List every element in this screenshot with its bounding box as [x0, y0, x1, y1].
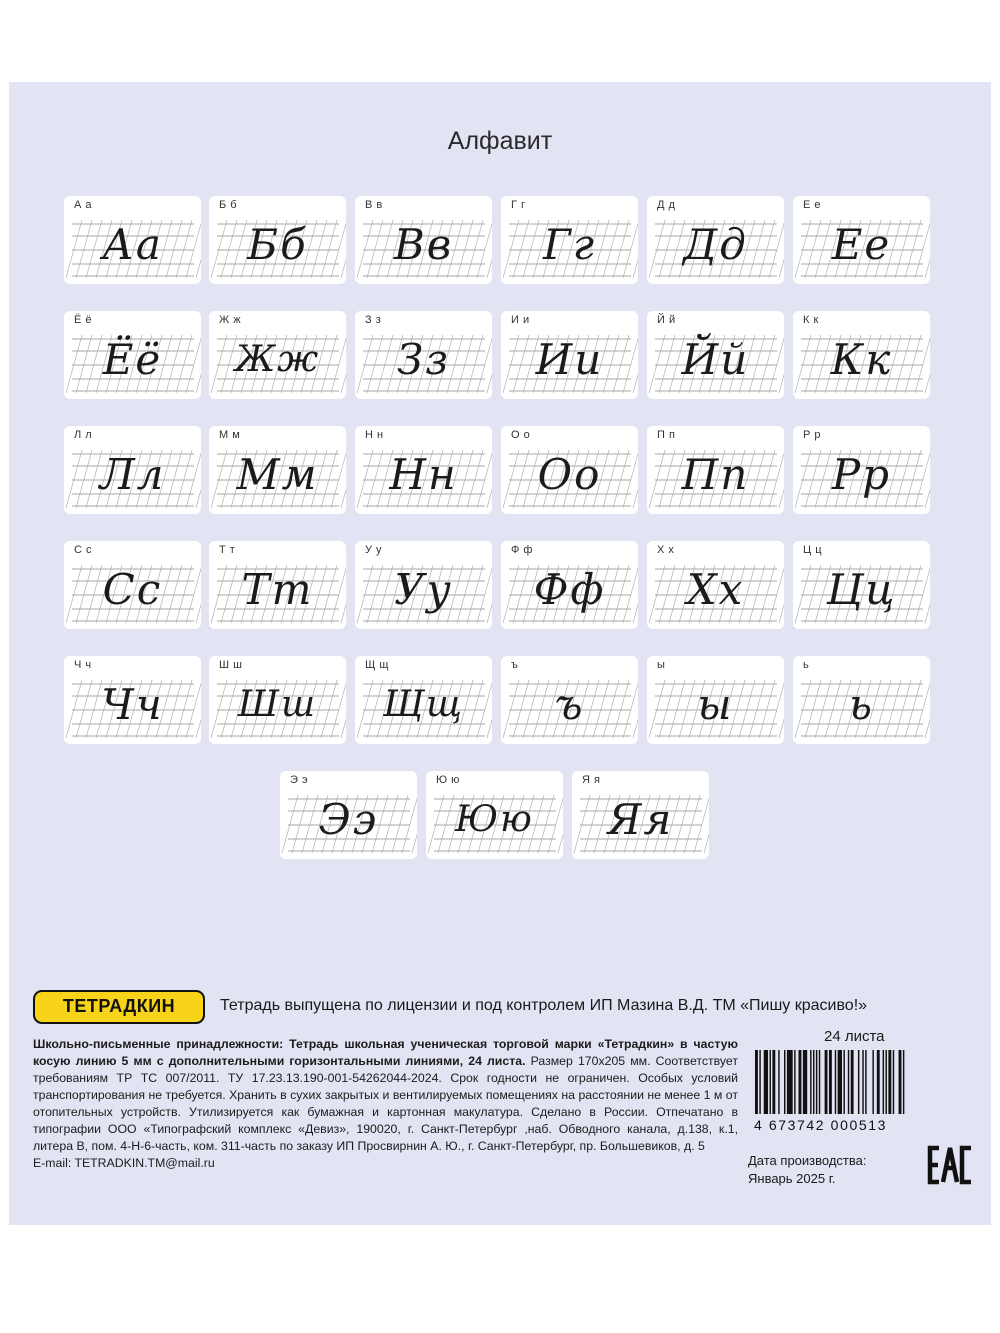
letter-label: Я я [582, 774, 601, 786]
letter-label: Й й [657, 314, 676, 326]
cursive-letter: Пп [681, 450, 750, 499]
cursive-letter: Аа [102, 220, 163, 269]
letter-label: Щ щ [365, 659, 389, 671]
letter-card [64, 426, 201, 514]
cursive-letter: Зз [396, 335, 451, 384]
email: E-mail: TETRADKIN.TM@mail.ru [33, 1156, 215, 1170]
cursive-letter: Яя [607, 795, 674, 844]
letter-label: Т т [219, 544, 236, 556]
barcode-number: 4 673742 000513 [754, 1117, 887, 1133]
cursive-letter: Фф [533, 565, 606, 614]
letter-label: Ц ц [803, 544, 822, 556]
letter-card [64, 656, 201, 744]
cursive-letter: Жж [234, 339, 321, 380]
letter-label: Э э [290, 774, 309, 786]
letter-card [209, 656, 346, 744]
letter-label: Л л [74, 429, 93, 441]
product-description [33, 1036, 738, 1172]
letter-card [209, 426, 346, 514]
letter-label: Ф ф [511, 544, 533, 556]
letter-card [209, 541, 346, 629]
cursive-letter: Цц [826, 565, 897, 614]
cursive-letter: Вв [393, 220, 454, 269]
letter-card [64, 196, 201, 284]
letter-card [647, 656, 784, 744]
letter-card [280, 771, 417, 859]
cursive-letter: Юю [455, 799, 534, 840]
letter-label: К к [803, 314, 819, 326]
cursive-letter: Уу [394, 565, 453, 614]
letter-label: ъ [511, 659, 519, 671]
letter-card [501, 656, 638, 744]
letter-card [64, 311, 201, 399]
letter-label: Д д [657, 199, 676, 211]
description-bold: Школьно-письменные принадлежности: Тетрадь школьная ученическая торговой марки «Тетрадкин» в частую косую линию 5 мм с дополнительными горизонтальными линиями, 24 листа. [33, 1037, 738, 1068]
letter-label: ь [803, 659, 810, 671]
letter-card [647, 541, 784, 629]
cursive-letter: Ии [535, 335, 604, 384]
cursive-letter: Хх [686, 565, 745, 614]
description-body: Размер 170х205 мм. Соответствует требованиям ТР ТС 007/2011. ТУ 17.23.13.190-001-54262044-2024. Срок годности не ограничен. Особых условий транспортирования не требуется. Хранить в сухих закрытых и вентилируемых помещениях на расстоянии не менее 1 м от отопительных устройств. Утилизируется как бумажная и картонная макулатура. Сделано в России. Отпечатано в типографии ООО «Типографский комплекс «Девиз», 190020, г. Санкт-Петербург ,наб. Обводного канала, д.138, к.1, литера В, пом. 4-Н-6-часть, ком. 311-часть по заказу ИП Просвирнин А. Ю., г. Санкт-Петербург, пр. Большевиков, д. 5 [33, 1054, 738, 1153]
letter-card [647, 196, 784, 284]
letter-card [355, 656, 492, 744]
letter-card [355, 426, 492, 514]
cursive-letter: Йй [681, 335, 750, 384]
letter-label: А а [74, 199, 93, 211]
letter-label: У у [365, 544, 383, 556]
cursive-letter: Гг [542, 220, 597, 269]
letter-label: ы [657, 659, 666, 671]
letter-card [501, 196, 638, 284]
production-date-label: Дата производства: [748, 1153, 867, 1168]
letter-label: Р р [803, 429, 822, 441]
letter-card [355, 196, 492, 284]
letter-card [426, 771, 563, 859]
letter-label: М м [219, 429, 241, 441]
eac-mark-icon [927, 1144, 973, 1186]
cursive-letter: ы [697, 680, 734, 729]
cursive-letter: Ёё [102, 335, 163, 384]
cursive-letter: Сс [102, 565, 163, 614]
letter-card [501, 541, 638, 629]
letter-label: Х х [657, 544, 675, 556]
brand-logo: ТЕТРАДКИН [33, 990, 205, 1024]
letter-label: Ч ч [74, 659, 92, 671]
cursive-letter: Бб [247, 220, 308, 269]
cursive-letter: Нн [389, 450, 458, 499]
cursive-letter: Шш [237, 684, 318, 725]
letter-card [647, 426, 784, 514]
cursive-letter: Рр [831, 450, 892, 499]
letter-card [355, 541, 492, 629]
cursive-letter: Оо [537, 450, 602, 499]
letter-card [793, 311, 930, 399]
letter-card [793, 541, 930, 629]
cursive-letter: Чч [101, 680, 164, 729]
cursive-letter: Ее [831, 220, 892, 269]
letter-card [793, 426, 930, 514]
letter-label: З з [365, 314, 382, 326]
letter-label: Ю ю [436, 774, 460, 786]
letter-label: Ш ш [219, 659, 243, 671]
cursive-letter: Дд [683, 220, 748, 269]
letter-label: Г г [511, 199, 526, 211]
letter-label: В в [365, 199, 383, 211]
cursive-letter: Лл [99, 450, 166, 499]
letter-card [572, 771, 709, 859]
letter-label: Б б [219, 199, 238, 211]
letter-card [501, 311, 638, 399]
cursive-letter: ь [849, 680, 874, 729]
license-text: Тетрадь выпущена по лицензии и под контролем ИП Мазина В.Д. ТМ «Пишу красиво!» [220, 997, 868, 1014]
letter-card [647, 311, 784, 399]
cursive-letter: Кк [830, 335, 893, 384]
letter-card [209, 196, 346, 284]
letter-card [355, 311, 492, 399]
letter-label: О о [511, 429, 531, 441]
letter-label: Ё ё [74, 314, 93, 326]
page-title: Алфавит [447, 127, 553, 155]
barcode-icon [753, 1050, 957, 1116]
cursive-letter: Мм [236, 450, 319, 499]
sheet-count: 24 листа [824, 1028, 885, 1045]
production-date-value: Январь 2025 г. [748, 1171, 836, 1186]
cursive-letter: Щщ [382, 684, 465, 725]
letter-label: Е е [803, 199, 822, 211]
letter-card [793, 196, 930, 284]
letter-label: П п [657, 429, 676, 441]
letter-label: Н н [365, 429, 384, 441]
letter-card [209, 311, 346, 399]
letter-card [64, 541, 201, 629]
cursive-letter: Тт [241, 565, 314, 614]
letter-card [793, 656, 930, 744]
letter-card [501, 426, 638, 514]
cursive-letter: ъ [554, 680, 585, 729]
letter-label: С с [74, 544, 92, 556]
letter-label: И и [511, 314, 530, 326]
production-date [748, 1152, 866, 1188]
cursive-letter: Ээ [318, 795, 379, 844]
letter-label: Ж ж [219, 314, 242, 326]
